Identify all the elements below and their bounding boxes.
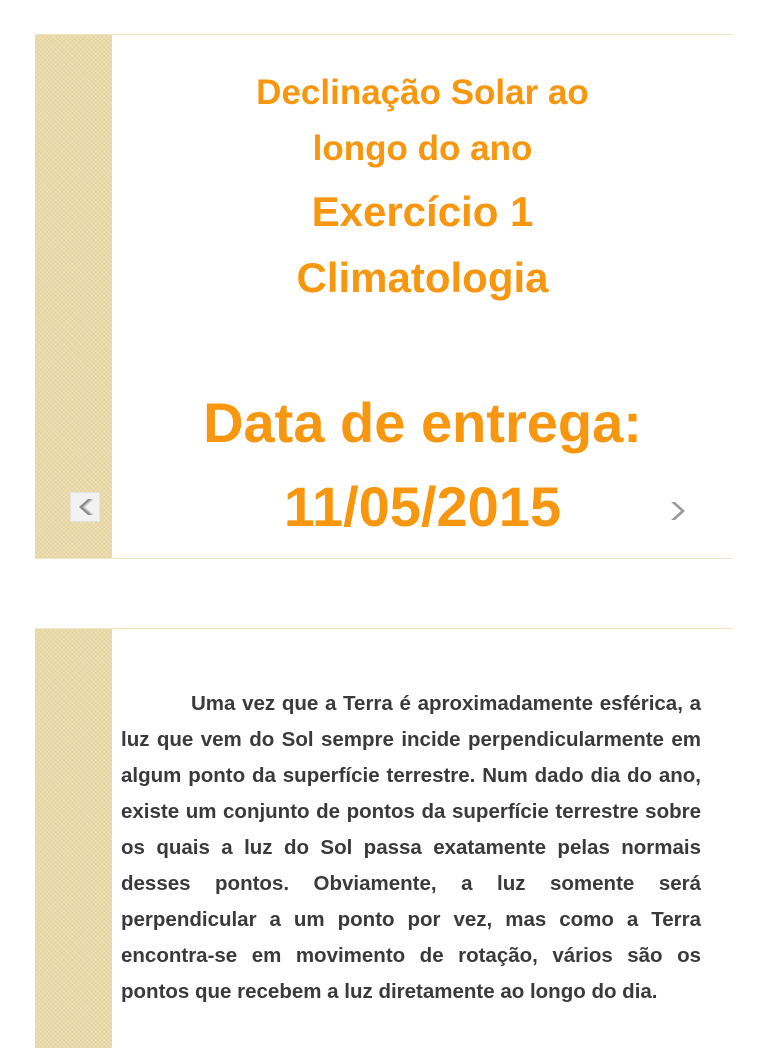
subtitle-line-1: Exercício 1 <box>311 188 534 235</box>
next-slide-button[interactable] <box>663 496 693 526</box>
title-line-2: longo do ano <box>312 129 533 168</box>
subtitle-line-2: Climatologia <box>296 254 549 301</box>
chevron-right-icon <box>663 496 693 526</box>
title-line-1: Declinação Solar ao <box>256 73 589 112</box>
body-paragraph: Uma vez que a Terra é aproximadamente esférica, a luz que vem do Sol sempre incide perpendicularmente em algum ponto da superfície terrestre. Num dado dia do ano, existe um conjunto de pontos da superfície terrestre sobre os quais a luz do Sol passa exatamente pelas normais desses pontos. Obviamente, a luz somente será perpendicular a um ponto por vez, mas como a Terra encontra-se em movimento de rotação, vários são os pontos que recebem a luz diretamente ao longo do dia. <box>121 692 701 1003</box>
slide-side-strip <box>35 35 112 558</box>
due-date: 11/05/2015 <box>283 475 562 538</box>
previous-slide-button[interactable] <box>70 492 100 522</box>
due-label: Data de entrega: <box>203 391 642 454</box>
chevron-left-icon <box>71 493 99 521</box>
slide-title <box>35 34 733 559</box>
slide-side-strip <box>35 629 112 1048</box>
